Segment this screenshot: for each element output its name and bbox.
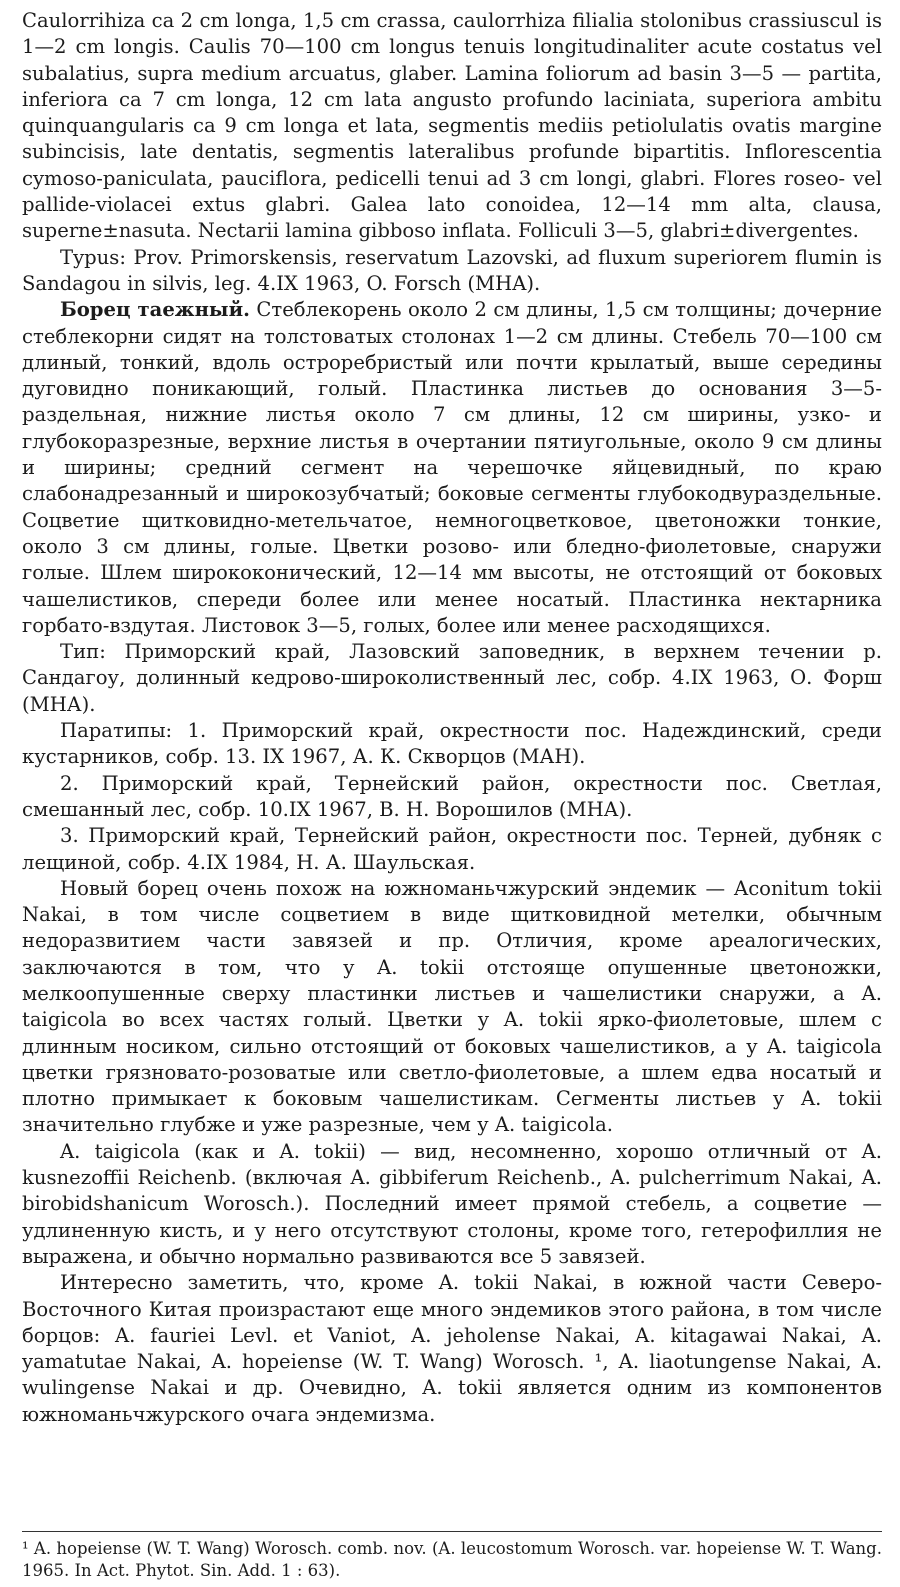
- species-name-ru: Борец таежный.: [60, 298, 250, 322]
- discussion-paragraph-1: Новый борец очень похож на южноманьчжурский эндемик — Aconitum tokii Nakai, в том числе соцветием в виде щитковидной метелки, обычным недоразвитием части завязей и пр. Отличия, кроме ареалогических, заключаются в том, что у A. tokii отстояще опушенные цветоножки, мелкоопушенные сверху пластинки листьев и чашелистики снаружи, а A. taigicola во всех частях голый. Цветки у A. tokii ярко-фиолетовые, шлем с длинным носиком, сильно отстоящий от боковых чашелистиков, а у A. taigicola цветки грязновато-розоватые или светло-фиолетовые, а шлем едва носатый и плотно примыкает к боковым чашелистикам. Сегменты листьев у A. tokii значительно глубже и уже разрезные, чем у A. taigicola.: [22, 876, 882, 1137]
- discussion-paragraph-3: Интересно заметить, что, кроме A. tokii Nakai, в южной части Северо-Восточного Китая произрастают еще много эндемиков этого района, в том числе борцов: A. fauriei Levl. et Vaniot, A. jeholense Nakai, A. kitagawai Nakai, A. yamatutae Nakai, A. hopeiense (W. T. Wang) Worosch. ¹, A. liaotungense Nakai, A. wulingense Nakai и др. Очевидно, A. tokii является одним из компонентов южноманьчжурского очага эндемизма.: [22, 1271, 882, 1426]
- footnote: ¹ A. hopeiense (W. T. Wang) Worosch. comb. nov. (A. leucostomum Worosch. var. hopeiense W. T. Wang. 1965. In Act. Phytot. Sin. Add. 1 : 63).: [22, 1531, 882, 1582]
- paratype-1: Паратипы: 1. Приморский край, окрестности пос. Надеждинский, среди кустарников, собр. 13. IX 1967, А. К. Скворцов (МАН).: [22, 719, 882, 769]
- paratype-3: 3. Приморский край, Тернейский район, окрестности пос. Терней, дубняк с лещиной, собр. 4.IX 1984, Н. А. Шаульская.: [22, 824, 882, 874]
- typus-latin: Typus: Prov. Primorskensis, reservatum Lazovski, ad fluxum superiorem flumin is Sandagou in silvis, leg. 4.IX 1963, O. Forsch (MHA).: [22, 245, 882, 295]
- paratype-2: 2. Приморский край, Тернейский район, окрестности пос. Светлая, смешанный лес, собр. 10.IX 1967, В. Н. Ворошилов (МНА).: [22, 771, 882, 821]
- type-ru: Тип: Приморский край, Лазовский заповедник, в верхнем течении р. Сандагоу, долинный кедрово-широколиственный лес, собр. 4.IX 1963, О. Форш (МНА).: [22, 640, 882, 716]
- russian-description-text: Стеблекорень около 2 см длины, 1,5 см толщины; дочерние стеблекорни сидят на толстоватых столонах 1—2 см длины. Стебель 70—100 см длиный, тонкий, вдоль остроребристый или почти крылатый, выше середины дуговидно поникающий, голый. Пластинка листьев до основания 3—5-раздельная, нижние листья около 7 см длины, 12 см ширины, узко- и глубокоразрезные, верхние листья в очертании пятиугольные, около 9 см длины и ширины; средний сегмент на черешочке яйцевидный, по краю слабонадрезанный и широкозубчатый; боковые сегменты глубокодвураздельные. Соцветие щитковидно-метельчатое, немногоцветковое, цветоножки тонкие, около 3 см длины, голые. Цветки розово- или бледно-фиолетовые, снаружи голые. Шлем ширококонический, 12—14 мм высоты, не отстоящий от боковых чашелистиков, спереди более или менее носатый. Пластинка нектарника горбато-вздутая. Листовок 3—5, голых, более или менее расходящихся.: [22, 298, 882, 637]
- discussion-paragraph-2: A. taigicola (как и A. tokii) — вид, несомненно, хорошо отличный от A. kusnezoffii Reichenb. (включая A. gibbiferum Reichenb., A. pulcherrimum Nakai, A. birobidshanicum Worosch.). Последний имеет прямой стебель, а соцветие — удлиненную кисть, и у него отсутствуют столоны, кроме того, гетерофиллия не выражена, и обычно нормально развиваются все 5 завязей.: [22, 1139, 882, 1268]
- latin-description: Caulorrihiza ca 2 cm longa, 1,5 cm crassa, caulorrhiza filialia stolonibus crassiuscul is 1—2 cm longis. Caulis 70—100 cm longus tenuis longitudinaliter acute costatus vel subalatius, supra medium arcuatus, glaber. Lamina foliorum ad basin 3—5 — partita, inferiora ca 7 cm longa, 12 cm lata angusto profundo laciniata, superiora ambitu quinquangularis ca 9 cm longa et lata, segmentis mediis petiolulatis ovatis margine subincisis, late dentatis, segmentis lateralibus profunde bipartitis. Inflorescentia cymoso-paniculata, pauciflora, pedicelli tenui ad 3 cm longi, glabri. Flores roseo- vel pallide-violacei extus glabri. Galea lato conoidea, 12—14 mm alta, clausa, superne±nasuta. Nectarii lamina gibboso inflata. Folliculi 3—5, glabri±divergentes.: [22, 9, 882, 243]
- russian-description: [22, 297, 882, 639]
